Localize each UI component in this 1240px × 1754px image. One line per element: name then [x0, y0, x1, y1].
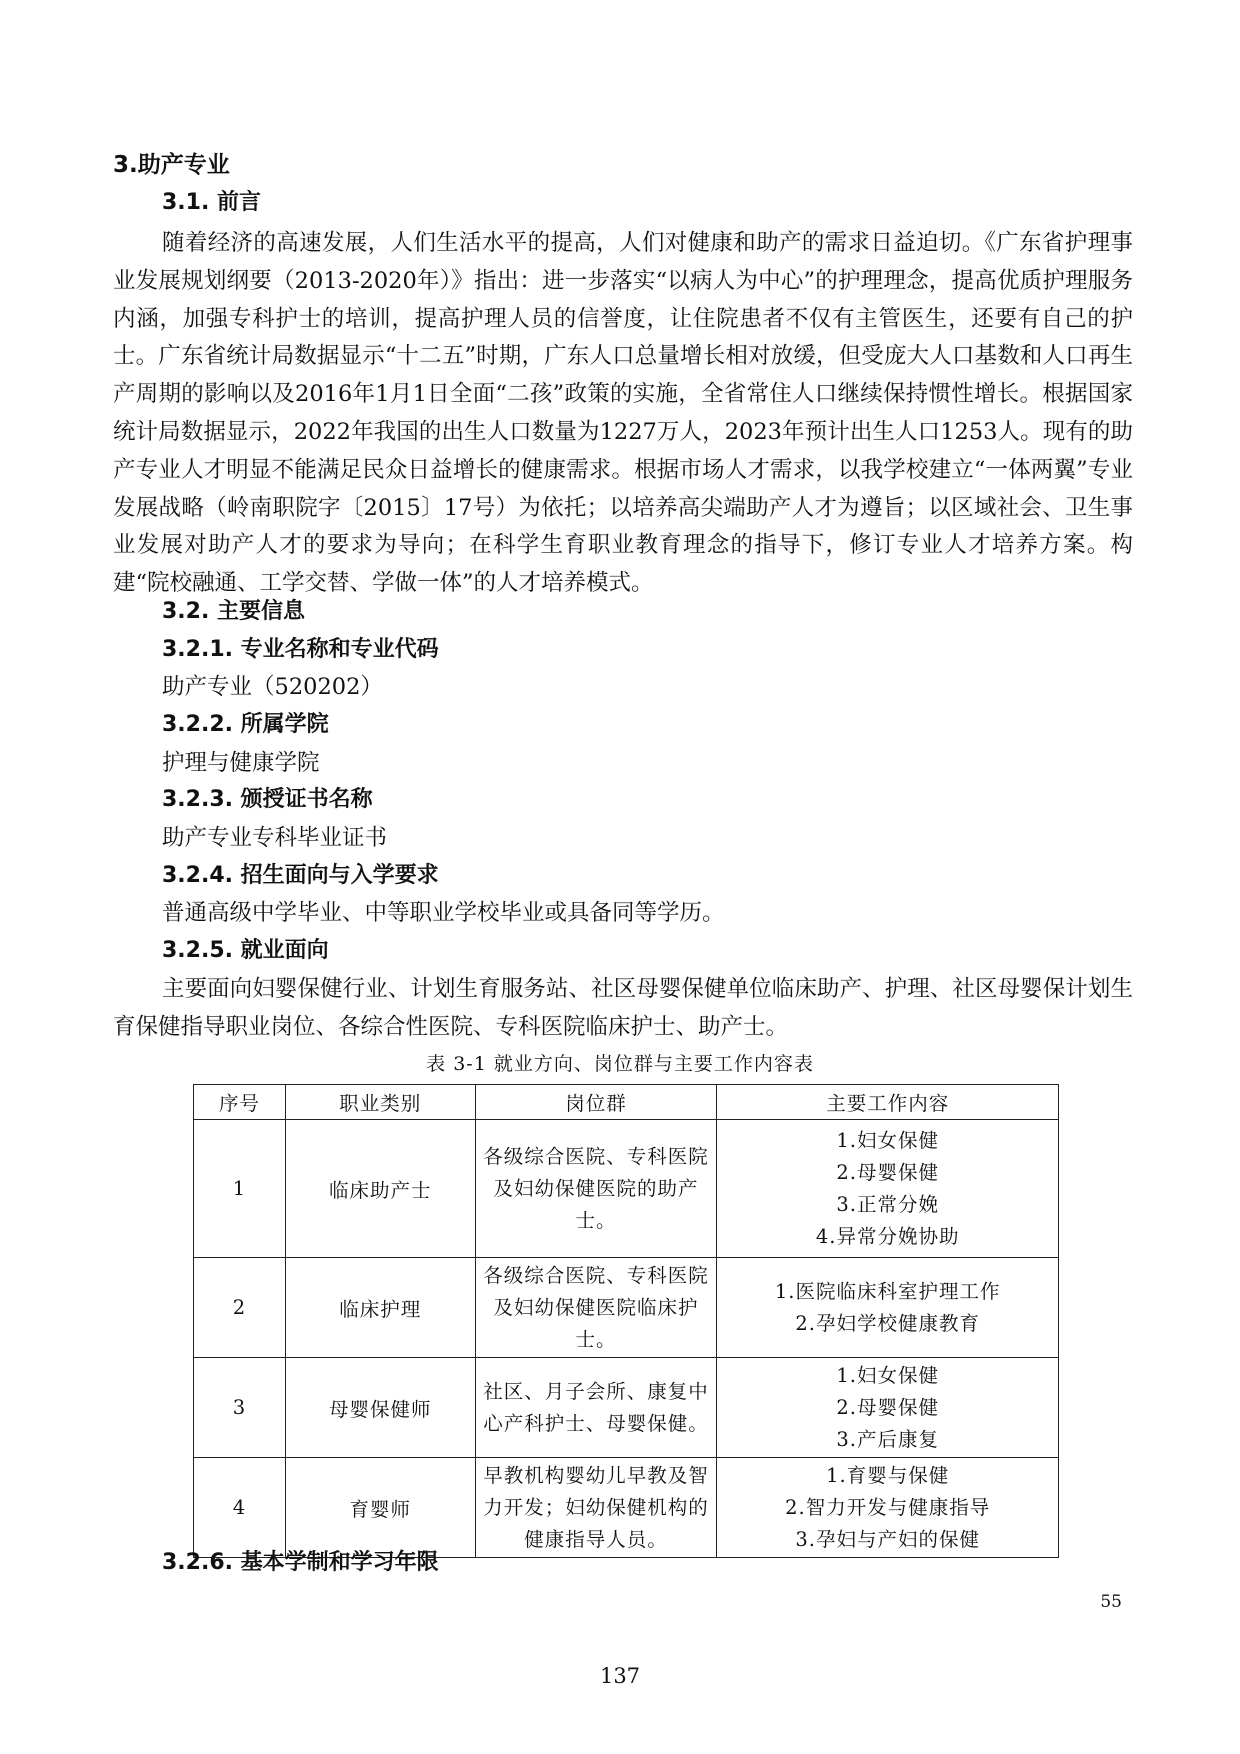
admission-heading: 3.2.4. 招生面向与入学要求	[162, 863, 439, 888]
college-heading: 3.2.2. 所属学院	[162, 712, 329, 737]
table-row	[194, 1258, 1059, 1358]
duty-item: 1.育婴与保健	[826, 1463, 950, 1487]
employment-heading: 3.2.5. 就业面向	[162, 938, 329, 963]
duty-item: 1.妇女保健	[836, 1363, 939, 1387]
admission-text: 普通高级中学毕业、中等职业学校毕业或具备同等学历。	[162, 900, 725, 926]
cell-no: 2	[194, 1258, 286, 1358]
header-cell-duties: 主要工作内容	[717, 1085, 1059, 1120]
preface-paragraph: 随着经济的高速发展，人们生活水平的提高，人们对健康和助产的需求日益迫切。《广东省护理事业发展规划纲要（2013-2020年）》指出：进一步落实“以病人为中心”的护理理念，提高优质护理服务内涵，加强专科护士的培训，提高护理人员的信誉度，让住院患者不仅有主管医生，还要有自己的护士。广东省统计局数据显示“十二五”时期，广东人口总量增长相对放缓，但受庞大人口基数和人口再生产周期的影响以及2016年1月1日全面“二孩”政策的实施，全省常住人口继续保持惯性增长。根据国家统计局数据显示，2022年我国的出生人口数量为1227万人，2023年预计出生人口1253人。现有的助产专业人才明显不能满足民众日益增长的健康需求。根据市场人才需求，以我学校建立“一体两翼”专业发展战略（岭南职院字〔2015〕17号）为依托；以培养高尖端助产人才为遵旨；以区域社会、卫生事业发展对助产人才的要求为导向；在科学生育职业教育理念的指导下，修订专业人才培养方案。构建“院校融通、工学交替、学做一体”的人才培养模式。	[113, 230, 1133, 597]
cell-duties	[717, 1358, 1059, 1458]
cell-posts: 各级综合医院、专科医院及妇幼保健医院临床护士。	[475, 1258, 717, 1358]
cell-category: 母婴保健师	[285, 1358, 475, 1458]
cell-category: 育婴师	[285, 1458, 475, 1558]
duty-item: 3.产后康复	[836, 1427, 939, 1451]
header-cell-posts: 岗位群	[475, 1085, 717, 1120]
college-text: 护理与健康学院	[162, 750, 320, 776]
duty-item: 2.母婴保健	[836, 1395, 939, 1419]
duty-item: 3.孕妇与产妇的保健	[795, 1527, 980, 1551]
duration-heading: 3.2.6. 基本学制和学习年限	[162, 1550, 439, 1575]
header-cell-no: 序号	[194, 1085, 286, 1120]
certificate-text: 助产专业专科毕业证书	[162, 825, 388, 851]
main-info-heading: 3.2. 主要信息	[162, 599, 305, 624]
duty-item: 3.正常分娩	[836, 1192, 939, 1216]
document-page-number: 137	[599, 1664, 641, 1688]
cell-duties	[717, 1120, 1059, 1258]
table-header-row	[194, 1085, 1059, 1120]
cell-posts: 各级综合医院、专科医院及妇幼保健医院的助产士。	[475, 1120, 717, 1258]
cell-category: 临床护理	[285, 1258, 475, 1358]
cell-no: 3	[194, 1358, 286, 1458]
section-page-number: 55	[1100, 1592, 1122, 1612]
section-title: 3.助产专业	[113, 152, 230, 178]
cell-no: 1	[194, 1120, 286, 1258]
employment-table	[193, 1084, 1059, 1558]
certificate-heading: 3.2.3. 颁授证书名称	[162, 787, 373, 812]
duty-item: 4.异常分娩协助	[815, 1224, 960, 1248]
duty-item: 2.母婴保健	[836, 1160, 939, 1184]
table-row	[194, 1358, 1059, 1458]
table-row	[194, 1120, 1059, 1258]
cell-no: 4	[194, 1458, 286, 1558]
duty-item: 1.医院临床科室护理工作	[774, 1279, 1001, 1303]
table-row	[194, 1458, 1059, 1558]
duty-item: 1.妇女保健	[836, 1128, 939, 1152]
cell-posts: 早教机构婴幼儿早教及智力开发；妇幼保健机构的健康指导人员。	[475, 1458, 717, 1558]
duty-item: 2.孕妇学校健康教育	[795, 1311, 980, 1335]
preface-heading: 3.1. 前言	[162, 190, 261, 215]
cell-posts: 社区、月子会所、康复中心产科护士、母婴保健。	[475, 1358, 717, 1458]
table-caption: 表 3-1 就业方向、岗位群与主要工作内容表	[426, 1053, 814, 1075]
cell-category: 临床助产士	[285, 1120, 475, 1258]
header-cell-category: 职业类别	[285, 1085, 475, 1120]
employment-paragraph: 主要面向妇婴保健行业、计划生育服务站、社区母婴保健单位临床助产、护理、社区母婴保计划生育保健指导职业岗位、各综合性医院、专科医院临床护士、助产士。	[113, 976, 1133, 1040]
major-code-heading: 3.2.1. 专业名称和专业代码	[162, 637, 439, 662]
cell-duties	[717, 1458, 1059, 1558]
duty-item: 2.智力开发与健康指导	[785, 1495, 991, 1519]
major-code-text: 助产专业（520202）	[162, 674, 383, 700]
cell-duties	[717, 1258, 1059, 1358]
